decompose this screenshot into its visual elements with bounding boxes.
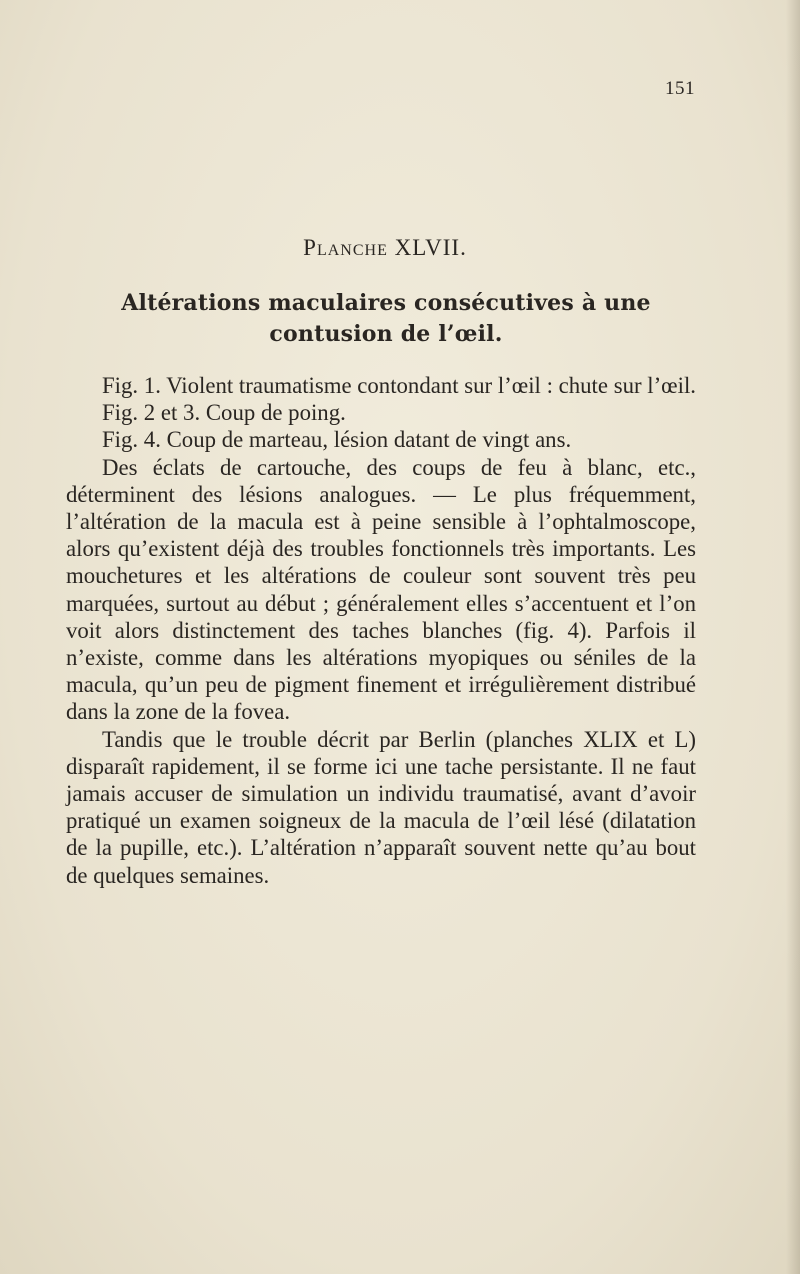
plate-heading: Planche XLVII. [303, 235, 467, 260]
page-number: 151 [665, 78, 695, 99]
page-edge-shadow [786, 0, 800, 1274]
body-text [66, 372, 696, 889]
paragraph-berlin: Tandis que le trouble décrit par Berlin (planches XLIX et L) disparaît rapidement, il se forme ici une tache persistante. Il ne faut jamais accuser de simulation un individu traumatisé, avant d’avoir pratiqué un examen soigneux de la macula de l’œil lésé (dilatation de la pupille, etc.). L’altération n’apparaît souvent nette qu’au bout de quelques semaines. [66, 726, 696, 888]
paragraph-fig-1: Fig. 1. Violent traumatisme contondant sur l’œil : chute sur l’œil. [102, 373, 697, 398]
paragraph-description: Des éclats de cartouche, des coups de feu à blanc, etc., déterminent des lésions analogues. — Le plus fréquemment, l’altération de la macula est à peine sensible à l’ophtalmoscope, alors qu’existent déjà des troubles fonctionnels très importants. Les mouchetures et les altérations de couleur sont souvent très peu marquées, surtout au début ; généralement elles s’accentuent et l’on voit alors distinctement des taches blanches (fig. 4). Parfois il n’existe, comme dans les altérations myopiques ou séniles de la macula, qu’un peu de pigment finement et irrégulièrement distribué dans la zone de la fovea. [66, 454, 696, 725]
paragraph-fig-2-3: Fig. 2 et 3. Coup de poing. [102, 400, 346, 426]
section-title: Altérations maculaires consécutives à une contusion de l’œil. [121, 290, 651, 347]
paragraph-fig-4: Fig. 4. Coup de marteau, lésion datant de vingt ans. [102, 427, 572, 453]
